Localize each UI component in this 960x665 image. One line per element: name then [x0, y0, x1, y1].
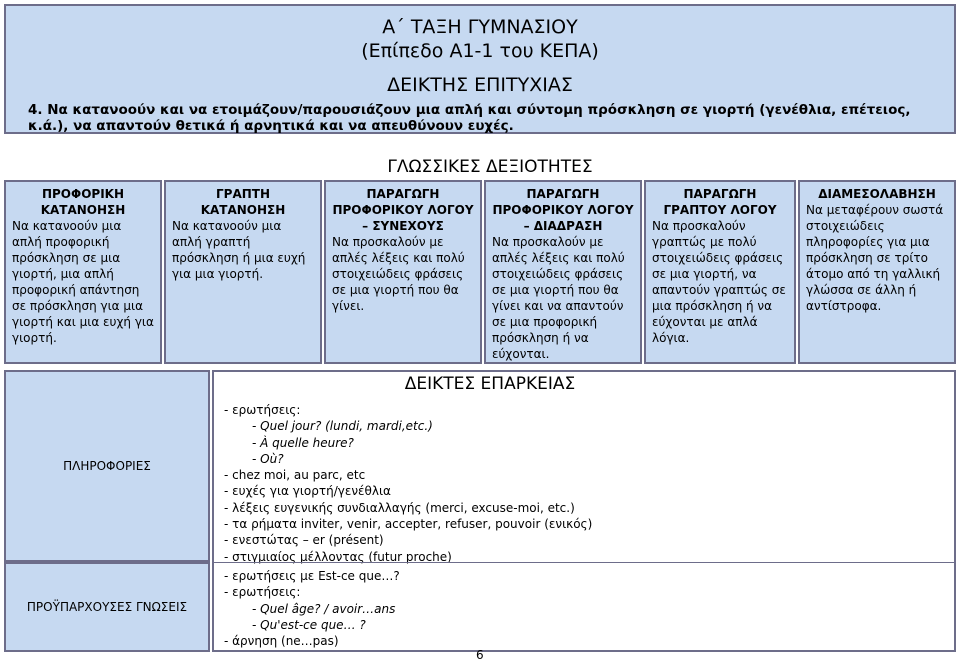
info-line: - ευχές για γιορτή/γενέθλια: [224, 484, 391, 499]
skill-mediation: [798, 180, 956, 364]
info-line: - στιγμιαίος μέλλοντας (futur proche): [224, 549, 452, 564]
prior-line: - άρνηση (ne…pas): [224, 634, 339, 649]
skill-text: Να κατανοούν μια απλή προφορική πρόσκληση σε μια γιορτή, μια απλή προφορική απάντηση σε πρόσκληση για μια γιορτή και μια ευχή για γιορτή.: [12, 219, 154, 345]
skill-title: ΠΑΡΑΓΩΓΗ ΠΡΟΦΟΡΙΚΟΥ ΛΟΓΟΥ – ΣΥΝΕΧΟΥΣ: [332, 187, 474, 233]
skill-text: Να κατανοούν μια απλή γραπτή πρόσκληση ή μια ευχή για μια γιορτή.: [172, 219, 306, 281]
prior-knowledge-label: ΠΡΟΫΠΑΡΧΟΥΣΕΣ ΓΝΩΣΕΙΣ: [26, 600, 188, 614]
skill-title: ΔΙΑΜΕΣΟΛΑΒΗΣΗ: [818, 187, 936, 201]
info-label-cell: [4, 370, 210, 562]
skill-written-comprehension: [164, 180, 322, 364]
prior-knowledge-label-cell: [4, 562, 210, 652]
prior-line: - Qu'est-ce que… ?: [252, 617, 366, 632]
success-indicator-title: ΔΕΙΚΤΗΣ ΕΠΙΤΥΧΙΑΣ: [387, 74, 573, 96]
skills-title: ΓΛΩΣΣΙΚΕΣ ΔΕΞΙΟΤΗΤΕΣ: [387, 157, 593, 177]
skill-oral-comprehension: [4, 180, 162, 364]
prior-line: - ερωτήσεις:: [224, 585, 301, 600]
info-content: [212, 370, 956, 652]
info-line: - ενεστώτας – er (présent): [224, 533, 384, 548]
skill-oral-interaction: [484, 180, 642, 364]
header-box: [4, 4, 956, 134]
info-line: - À quelle heure?: [252, 435, 354, 450]
info-line: - τα ρήματα inviter, venir, accepter, refuser, pouvoir (ενικός): [224, 517, 593, 532]
skill-title: ΠΑΡΑΓΩΓΗ ΠΡΟΦΟΡΙΚΟΥ ΛΟΓΟΥ – ΔΙΑΔΡΑΣΗ: [492, 187, 634, 233]
info-line: - ερωτήσεις:: [224, 403, 301, 417]
prior-line: - ερωτήσεις με Est-ce que…?: [224, 568, 400, 583]
skill-text: Να προσκαλούν γραπτώς με πολύ στοιχειώδεις φράσεις σε μια γιορτή, να απαντούν γραπτώς σε μια πρόσκληση ή να εύχονται με απλά λόγια.: [652, 219, 786, 345]
skill-written-production: [644, 180, 796, 364]
skill-oral-production: [324, 180, 482, 364]
info-line: - Où?: [252, 451, 284, 466]
level-title: (Επίπεδο Α1-1 του ΚΕΠΑ): [361, 40, 599, 62]
info-line: - chez moi, au parc, etc: [224, 468, 366, 483]
indicator-text: 4. Να κατανοούν και να ετοιμάζουν/παρουσιάζουν μια απλή και σύντομη πρόσκληση σε γιορτή (γενέθλια, επέτειος, κ.ά.), να απαντούν θετικά ή αρνητικά και να απευθύνουν ευχές.: [28, 102, 911, 134]
section-divider: [212, 562, 956, 563]
skill-text: Να προσκαλούν με απλές λέξεις και πολύ στοιχειώδεις φράσεις σε μια γιορτή που θα γίνει και να απαντούν σε μια προφορική πρόσκληση ή να εύχονται.: [492, 235, 625, 361]
info-line: - Quel jour? (lundi, mardi,etc.): [252, 419, 433, 434]
prior-line: - Quel âge? / avoir…ans: [252, 601, 396, 616]
skill-title: ΠΡΟΦΟΡΙΚΗ ΚΑΤΑΝΟΗΣΗ: [40, 187, 126, 217]
skill-title: ΓΡΑΠΤΗ ΚΑΤΑΝΟΗΣΗ: [200, 187, 286, 217]
info-line: - λέξεις ευγενικής συνδιαλλαγής (merci, excuse-moi, etc.): [224, 500, 575, 515]
skill-title: ΠΑΡΑΓΩΓΗ ΓΡΑΠΤΟΥ ΛΟΓΟΥ: [663, 187, 777, 217]
competence-title: ΔΕΙΚΤΕΣ ΕΠΑΡΚΕΙΑΣ: [404, 374, 576, 394]
grade-title: Α΄ ΤΑΞΗ ΓΥΜΝΑΣΙΟΥ: [382, 16, 578, 38]
skill-text: Να μεταφέρουν σωστά στοιχειώδεις πληροφορίες για μια πρόσκληση σε τρίτο άτομο από τη γαλλική γλώσσα σε άλλη ή αντίστροφα.: [806, 203, 944, 313]
skill-text: Να προσκαλούν με απλές λέξεις και πολύ στοιχειώδεις φράσεις σε μια γιορτή που θα γίνει.: [332, 235, 465, 313]
info-label: ΠΛΗΡΟΦΟΡΙΕΣ: [63, 459, 151, 473]
page-number: 6: [476, 648, 484, 662]
